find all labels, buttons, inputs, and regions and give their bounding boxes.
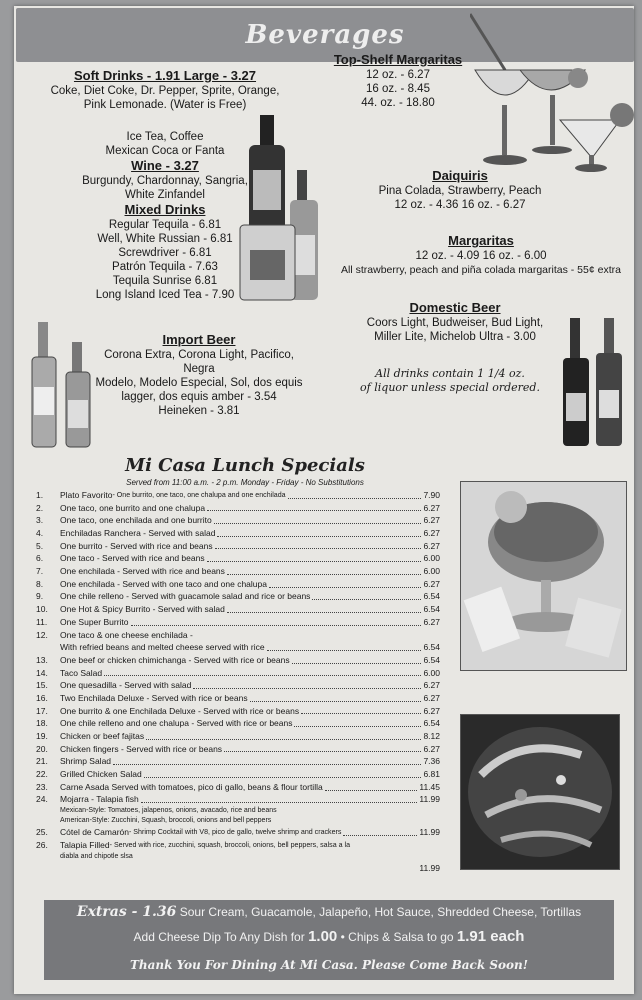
- mixed-drink-line: Regular Tequila - 6.81: [108, 219, 222, 231]
- domestic-beer-line: Coors Light, Budweiser, Bud Light,: [366, 317, 544, 329]
- margaritas-line: All strawberry, peach and piña colada margaritas - 55¢ extra: [341, 264, 621, 276]
- lunch-item-price: 6.27: [423, 616, 440, 627]
- lunch-item-number: 8.: [36, 578, 44, 589]
- dot-leader: [104, 675, 421, 676]
- lunch-item-row: [36, 603, 440, 616]
- margarita-glasses-illustration: [470, 10, 638, 180]
- lunch-item-row: [36, 552, 440, 565]
- top-shelf-line: 12 oz. - 6.27: [366, 69, 430, 81]
- lunch-item-name: One Super Burrito: [60, 616, 129, 627]
- extras-label: Extras - 1.36: [76, 904, 177, 920]
- lunch-item-number: 2.: [36, 502, 44, 513]
- mixed-drink-line: Long Island Iced Tea - 7.90: [95, 289, 235, 301]
- cheese-dip-price: 1.00: [308, 928, 338, 945]
- lunch-item-row: [36, 743, 440, 756]
- margaritas-line: 12 oz. - 4.09 16 oz. - 6.00: [415, 250, 547, 262]
- dot-leader: [288, 498, 422, 499]
- lunch-item-row: [36, 839, 440, 852]
- lunch-item-name: One taco & one cheese enchilada -: [60, 629, 193, 640]
- dot-leader: [113, 764, 421, 765]
- lunch-item-row: [36, 629, 440, 642]
- lunch-item-row: [36, 679, 440, 692]
- lunch-item-name: Grilled Chicken Salad: [60, 769, 142, 780]
- dot-leader: [301, 713, 421, 714]
- lunch-item-price: 6.54: [423, 718, 440, 729]
- dot-leader: [207, 510, 421, 511]
- dot-leader: [131, 625, 422, 626]
- import-beer-heading: Import Beer: [162, 332, 236, 347]
- lunch-item-note: - Shrimp Cocktail with V8, pico de gallo, twelve shrimp and crackers: [128, 828, 342, 837]
- extras-list: Sour Cream, Guacamole, Jalapeño, Hot Sauce, Shredded Cheese, Tortillas: [179, 905, 582, 919]
- lunch-item-row: [36, 826, 440, 839]
- dot-leader: [269, 587, 421, 588]
- liquor-bottles-illustration: [235, 115, 330, 305]
- lunch-item-number: 7.: [36, 566, 44, 577]
- extras-bar: [44, 900, 614, 980]
- dot-leader: [312, 599, 421, 600]
- soft-drinks-line: Coke, Diet Coke, Dr. Pepper, Sprite, Orange,: [50, 85, 280, 97]
- cheese-dip-text: Add Cheese Dip To Any Dish for: [133, 930, 305, 944]
- lunch-item-price: 11.99: [419, 794, 440, 805]
- wine-line: Burgundy, Chardonnay, Sangria,: [82, 175, 248, 187]
- lunch-item-name: Chicken or beef fajitas: [60, 731, 145, 742]
- lunch-item-name: Enchiladas Ranchera - Served with salad: [60, 528, 216, 539]
- lunch-item-row: [36, 527, 440, 540]
- dot-leader: [214, 523, 422, 524]
- cocktail-photo: [460, 481, 627, 671]
- lunch-item-number: 10.: [36, 604, 48, 615]
- lunch-specials-title: Mi Casa Lunch Specials: [125, 455, 365, 476]
- lunch-item-name: One burrito & one Enchilada Deluxe - Served with rice or beans: [60, 705, 300, 716]
- daiquiris-heading: Daiquiris: [432, 168, 488, 183]
- domestic-beer-heading: Domestic Beer: [409, 300, 501, 315]
- lunch-item-row: [36, 591, 440, 604]
- lunch-item-number: 5.: [36, 540, 44, 551]
- lunch-specials-subtitle: Served from 11:00 a.m. - 2 p.m. Monday - Friday - No Substitutions: [126, 478, 364, 487]
- lunch-item-number: 24.: [36, 794, 48, 805]
- dot-leader: [215, 548, 422, 549]
- lunch-item-note: - Served with rice, zucchini, squash, broccoli, onions, bell peppers, salsa a la: [109, 840, 351, 849]
- lunch-item-price: 6.27: [423, 515, 440, 526]
- lunch-item-price: 6.81: [423, 769, 440, 780]
- lunch-item-row: [36, 654, 440, 667]
- dot-leader: [227, 612, 422, 613]
- import-beer-line: Corona Extra, Corona Light, Pacifico, Negra: [104, 349, 294, 375]
- dot-leader: [294, 726, 421, 727]
- lunch-item-number: 22.: [36, 769, 48, 780]
- lunch-item-row: [36, 692, 440, 705]
- lunch-item-name: One enchilada - Served with one taco and one chalupa: [60, 578, 267, 589]
- lunch-item-name: One Hot & Spicy Burrito - Served with salad: [60, 604, 225, 615]
- soft-drinks-line: Pink Lemonade. (Water is Free): [83, 99, 247, 111]
- lunch-item-number: 21.: [36, 756, 48, 767]
- lunch-item-row: [36, 755, 440, 768]
- lunch-item-price: 6.00: [423, 553, 440, 564]
- lunch-item-price: 6.27: [423, 502, 440, 513]
- lunch-item-name: One enchilada - Served with rice and beans: [60, 566, 225, 577]
- soft-drinks-line: Mexican Coca or Fanta: [105, 145, 225, 157]
- wine-heading: Wine - 3.27: [131, 158, 199, 173]
- lunch-item-number: 18.: [36, 718, 48, 729]
- lunch-item-price: 11.99: [419, 827, 440, 838]
- lunch-item-name: Shrimp Salad: [60, 756, 112, 767]
- lunch-item-name: One quesadilla - Served with salad: [60, 680, 192, 691]
- lunch-item-price: 6.27: [423, 528, 440, 539]
- lunch-item-price: 6.27: [423, 680, 440, 691]
- domestic-beer-bottles-illustration: [560, 318, 630, 448]
- import-beer-line: lagger, dos equis amber - 3.54: [121, 391, 277, 403]
- lunch-item-row: [36, 616, 440, 629]
- lunch-item-price: 7.90: [423, 489, 440, 500]
- soft-drinks-section: [40, 68, 290, 112]
- lunch-item-price: 6.54: [423, 654, 440, 665]
- dot-leader: [227, 574, 422, 575]
- chips-text: Chips & Salsa to go: [348, 930, 454, 944]
- top-shelf-line: 44. oz. - 18.80: [361, 97, 435, 109]
- lunch-item-name: One taco - Served with rice and beans: [60, 553, 205, 564]
- wine-line: White Zinfandel: [125, 189, 205, 201]
- fajitas-photo: [460, 714, 620, 870]
- liquor-note-line: All drinks contain 1 1/4 oz.: [375, 367, 525, 380]
- lunch-item-note-continued: diabla and chipotle slsa: [60, 852, 133, 860]
- lunch-item-row: [36, 862, 440, 875]
- lunch-item-price: 6.54: [423, 642, 440, 653]
- dot-leader: [141, 802, 418, 803]
- lunch-item-number: 20.: [36, 743, 48, 754]
- import-beer-section: [88, 332, 310, 418]
- dot-leader: [267, 650, 422, 651]
- extras-line: [44, 904, 614, 920]
- import-beer-line: Heineken - 3.81: [158, 405, 240, 417]
- lunch-item-row: [36, 502, 440, 515]
- lunch-item-price: 6.54: [423, 604, 440, 615]
- lunch-item-price: 6.00: [423, 667, 440, 678]
- lunch-item-name: One burrito - Served with rice and beans: [60, 540, 213, 551]
- margaritas-heading: Margaritas: [448, 233, 514, 248]
- dot-leader: [144, 777, 422, 778]
- mixed-drink-line: Patrón Tequila - 7.63: [112, 261, 218, 273]
- lunch-item-name: One taco, one burrito and one chalupa: [60, 502, 206, 513]
- lunch-item-number: 23.: [36, 781, 48, 792]
- lunch-item-number: 16.: [36, 692, 48, 703]
- lunch-item-number: 14.: [36, 667, 48, 678]
- mixed-drink-line: Well, White Russian - 6.81: [97, 233, 233, 245]
- lunch-item-number: 4.: [36, 528, 44, 539]
- lunch-item-price: 6.54: [423, 591, 440, 602]
- lunch-item-name: One taco, one enchilada and one burrito: [60, 515, 212, 526]
- lunch-item-row: [36, 578, 440, 591]
- lunch-item-price: 6.27: [423, 540, 440, 551]
- margaritas-section: [326, 233, 636, 277]
- lunch-item-number: 1.: [36, 489, 44, 500]
- lunch-item-price: 6.27: [423, 705, 440, 716]
- top-shelf-line: 16 oz. - 8.45: [366, 83, 430, 95]
- lunch-item-number: 13.: [36, 654, 48, 665]
- lunch-item-name: Cótel de Camarón: [60, 827, 129, 838]
- lunch-item-name: Plato Favorito: [60, 489, 113, 500]
- lunch-item-row: [36, 717, 440, 730]
- lunch-item-number: 15.: [36, 680, 48, 691]
- wine-section: [80, 130, 250, 302]
- soft-drinks-heading: Soft Drinks - 1.91 Large - 3.27: [73, 68, 257, 83]
- lunch-item-name: Talapia Filled: [60, 839, 110, 850]
- lunch-item-price: 8.12: [423, 731, 440, 742]
- lunch-item-name: With refried beans and melted cheese served with rice: [60, 642, 265, 653]
- thank-you-message: Thank You For Dining At Mi Casa. Please Come Back Soon!: [129, 958, 529, 972]
- lunch-item-number: 12.: [36, 629, 48, 640]
- lunch-item-name: Two Enchilada Deluxe - Served with rice or beans: [60, 692, 248, 703]
- lunch-item-row: [36, 705, 440, 718]
- daiquiris-section: [340, 168, 580, 212]
- dot-leader: [343, 835, 417, 836]
- mojarra-note: Mexican-Style: Tomatoes, jalapenos, onions, avacado, rice and beans: [60, 807, 277, 815]
- dot-leader: [250, 701, 422, 702]
- liquor-note: [345, 367, 555, 395]
- lunch-item-name: One chile relleno and one chalupa - Served with rice or beans: [60, 718, 293, 729]
- domestic-beer-line: Miller Lite, Michelob Ultra - 3.00: [374, 331, 536, 343]
- lunch-item-number: 11.: [36, 616, 48, 627]
- dot-leader: [146, 739, 421, 740]
- lunch-item-name: Carne Asada Served with tomatoes, pico di gallo, beans & flour tortilla: [60, 781, 323, 792]
- lunch-item-price: 6.27: [423, 692, 440, 703]
- lunch-item-row: [36, 667, 440, 680]
- lunch-item-row: [36, 514, 440, 527]
- liquor-note-line: of liquor unless special ordered.: [360, 381, 540, 394]
- domestic-beer-section: [350, 300, 560, 344]
- dot-leader: [207, 561, 422, 562]
- daiquiris-line: 12 oz. - 4.36 16 oz. - 6.27: [394, 199, 526, 211]
- dot-leader: [193, 688, 421, 689]
- lunch-item-price: 6.00: [423, 566, 440, 577]
- lunch-item-row: [36, 641, 440, 654]
- lunch-item-row: [36, 781, 440, 794]
- lunch-item-name: Mojarra - Talapia fish: [60, 794, 139, 805]
- dot-leader: [292, 663, 422, 664]
- lunch-item-row: [36, 794, 440, 807]
- beverages-title: Beverages: [245, 20, 405, 50]
- lunch-item-name: One beef or chicken chimichanga - Served with rice or beans: [60, 654, 290, 665]
- lunch-item-number: 25.: [36, 827, 48, 838]
- lunch-item-number: 6.: [36, 553, 44, 564]
- lunch-item-price: 6.27: [423, 743, 440, 754]
- mixed-drink-line: Screwdriver - 6.81: [118, 247, 212, 259]
- lunch-item-name: Taco Salad: [60, 667, 103, 678]
- dot-leader: [224, 751, 421, 752]
- lunch-item-row: [36, 565, 440, 578]
- daiquiris-line: Pina Colada, Strawberry, Peach: [378, 185, 542, 197]
- lunch-item-price: 7.36: [423, 756, 440, 767]
- lunch-item-price: 11.45: [419, 781, 440, 792]
- dot-leader: [217, 536, 421, 537]
- top-shelf-heading: Top-Shelf Margaritas: [333, 52, 463, 67]
- lunch-item-note: - One burrito, one taco, one chalupa and one enchilada: [112, 490, 286, 499]
- dot-leader: [325, 790, 418, 791]
- lunch-item-name: One chile relleno - Served with guacamole salad and rice or beans: [60, 591, 311, 602]
- lunch-item-name: Chicken fingers - Served with rice or beans: [60, 743, 223, 754]
- lunch-item-number: 26.: [36, 839, 48, 850]
- cheese-dip-line: Add Cheese Dip To Any Dish for 1.00 • Chips & Salsa to go 1.91 each: [133, 928, 525, 945]
- lunch-item-row: [36, 540, 440, 553]
- chips-price: 1.91 each: [456, 928, 525, 945]
- lunch-item-price: 6.27: [423, 578, 440, 589]
- mixed-drink-line: Tequila Sunrise 6.81: [112, 275, 218, 287]
- lunch-item-row: [36, 730, 440, 743]
- import-beer-line: Modelo, Modelo Especial, Sol, dos equis: [95, 377, 303, 389]
- lunch-item-number: 3.: [36, 515, 44, 526]
- lunch-item-number: 9.: [36, 591, 44, 602]
- lunch-item-price: 11.99: [419, 862, 440, 873]
- mojarra-note: American-Style: Zucchini, Squash, broccoli, onions and bell peppers: [60, 817, 272, 825]
- lunch-item-row: [36, 489, 440, 502]
- lunch-item-number: 19.: [36, 731, 48, 742]
- top-shelf-section: [318, 52, 478, 110]
- soft-drinks-line: Ice Tea, Coffee: [126, 131, 204, 143]
- lunch-item-number: 17.: [36, 705, 48, 716]
- lunch-item-row: [36, 768, 440, 781]
- mixed-drinks-heading: Mixed Drinks: [124, 202, 206, 217]
- lunch-items-list: [36, 489, 440, 874]
